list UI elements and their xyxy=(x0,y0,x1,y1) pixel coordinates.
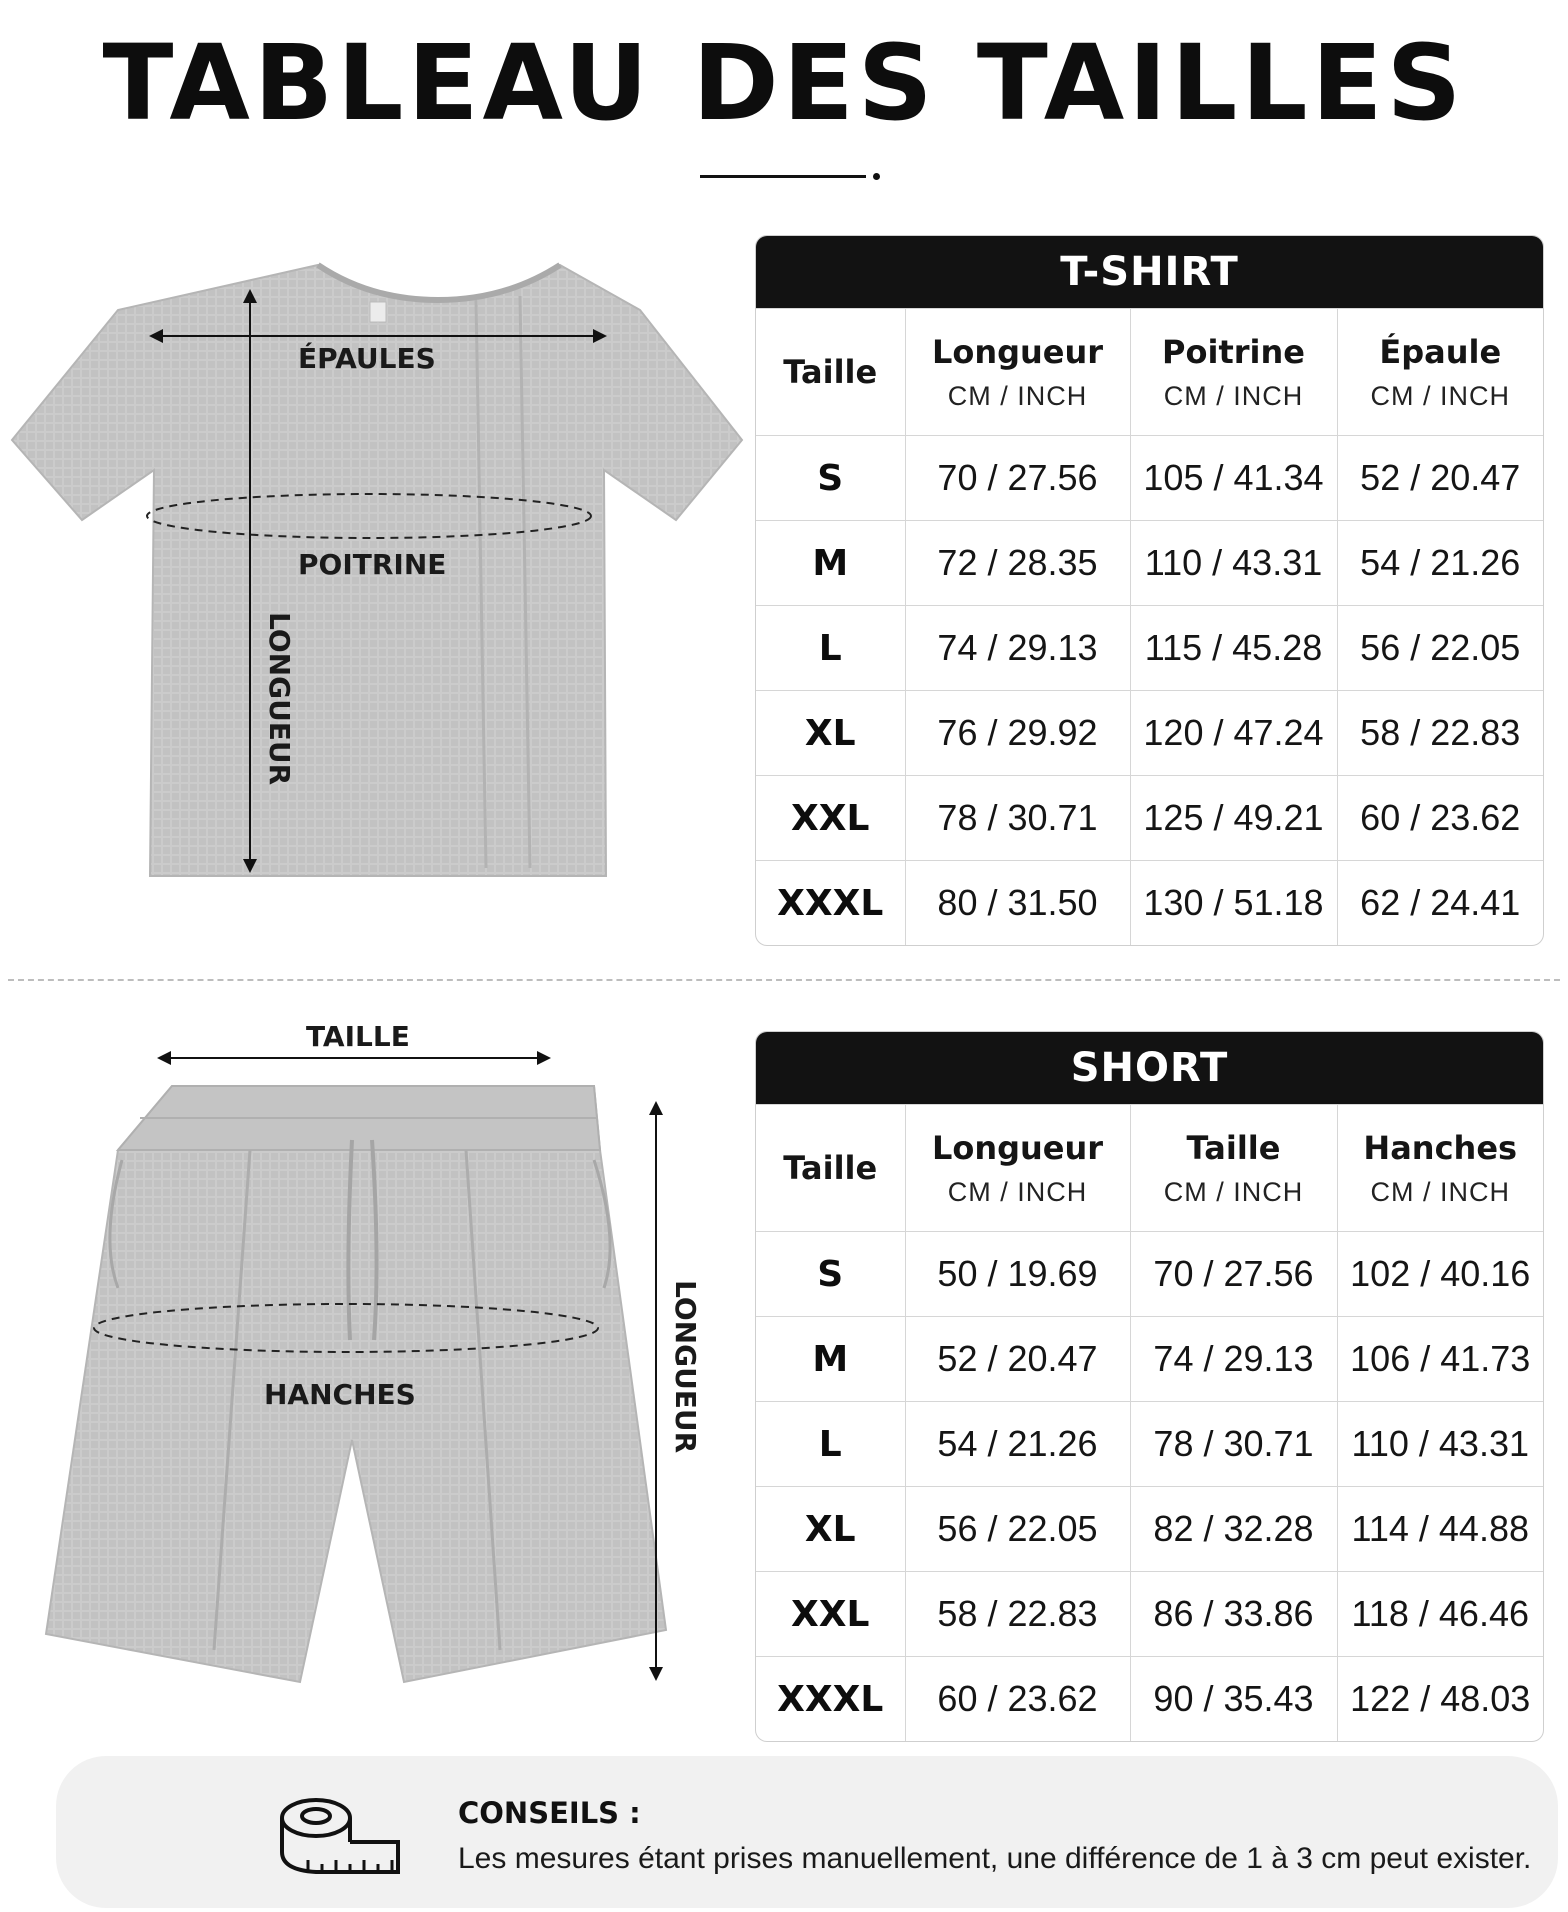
table-row xyxy=(756,606,1543,691)
table-row xyxy=(756,436,1543,521)
size-cell: L xyxy=(756,1402,905,1487)
table-cell: 74 / 29.13 xyxy=(905,606,1130,691)
table-cell: 54 / 21.26 xyxy=(905,1402,1130,1487)
size-cell: XXL xyxy=(756,1572,905,1657)
title-underline-dot xyxy=(873,173,880,180)
table-cell: 58 / 22.83 xyxy=(905,1572,1130,1657)
table-cell: 52 / 20.47 xyxy=(905,1317,1130,1402)
measuring-tape-icon xyxy=(278,1796,408,1884)
table-cell: 54 / 21.26 xyxy=(1337,521,1543,606)
table-cell: 50 / 19.69 xyxy=(905,1232,1130,1317)
column-header-waist: Taille CM / INCH xyxy=(1130,1105,1337,1232)
waist-label: TAILLE xyxy=(306,1020,410,1053)
column-header-size: Taille xyxy=(756,1105,905,1232)
table-row xyxy=(756,691,1543,776)
table-cell: 78 / 30.71 xyxy=(1130,1402,1337,1487)
table-cell: 80 / 31.50 xyxy=(905,861,1130,946)
shoulders-label: ÉPAULES xyxy=(298,342,436,375)
table-cell: 72 / 28.35 xyxy=(905,521,1130,606)
tshirt-length-label: LONGUEUR xyxy=(263,612,296,786)
table-cell: 120 / 47.24 xyxy=(1130,691,1337,776)
table-row xyxy=(756,1487,1543,1572)
table-cell: 105 / 41.34 xyxy=(1130,436,1337,521)
table-cell: 130 / 51.18 xyxy=(1130,861,1337,946)
size-cell: XXXL xyxy=(756,1657,905,1742)
shorts-size-table xyxy=(755,1031,1544,1742)
table-cell: 114 / 44.88 xyxy=(1337,1487,1543,1572)
chest-label: POITRINE xyxy=(298,548,447,581)
table-cell: 70 / 27.56 xyxy=(1130,1232,1337,1317)
page-title: TABLEAU DES TAILLES xyxy=(102,22,1466,144)
shorts-illustration xyxy=(0,1000,760,1700)
column-header-hips: Hanches CM / INCH xyxy=(1337,1105,1543,1232)
size-cell: S xyxy=(756,1232,905,1317)
size-cell: XXXL xyxy=(756,861,905,946)
size-cell: XXL xyxy=(756,776,905,861)
table-cell: 82 / 32.28 xyxy=(1130,1487,1337,1572)
table-cell: 90 / 35.43 xyxy=(1130,1657,1337,1742)
table-cell: 76 / 29.92 xyxy=(905,691,1130,776)
table-cell: 60 / 23.62 xyxy=(905,1657,1130,1742)
table-cell: 56 / 22.05 xyxy=(1337,606,1543,691)
table-header-row xyxy=(756,1105,1543,1232)
size-cell: M xyxy=(756,1317,905,1402)
column-header-length: Longueur CM / INCH xyxy=(905,309,1130,436)
table-cell: 74 / 29.13 xyxy=(1130,1317,1337,1402)
table-row xyxy=(756,1402,1543,1487)
table-cell: 122 / 48.03 xyxy=(1337,1657,1543,1742)
table-cell: 78 / 30.71 xyxy=(905,776,1130,861)
column-header-size: Taille xyxy=(756,309,905,436)
size-cell: M xyxy=(756,521,905,606)
table-cell: 106 / 41.73 xyxy=(1337,1317,1543,1402)
size-cell: XL xyxy=(756,1487,905,1572)
table-cell: 70 / 27.56 xyxy=(905,436,1130,521)
title-underline xyxy=(700,175,866,178)
tips-text: Les mesures étant prises manuellement, une différence de 1 à 3 cm peut exister. xyxy=(458,1842,1532,1875)
table-cell: 52 / 20.47 xyxy=(1337,436,1543,521)
table-row xyxy=(756,861,1543,946)
tips-box xyxy=(56,1756,1558,1908)
table-cell: 56 / 22.05 xyxy=(905,1487,1130,1572)
tshirt-table-title: T-SHIRT xyxy=(756,236,1543,308)
table-row xyxy=(756,521,1543,606)
hips-label: HANCHES xyxy=(264,1378,416,1411)
table-header-row xyxy=(756,309,1543,436)
table-row xyxy=(756,1572,1543,1657)
table-cell: 110 / 43.31 xyxy=(1337,1402,1543,1487)
table-cell: 115 / 45.28 xyxy=(1130,606,1337,691)
column-header-length: Longueur CM / INCH xyxy=(905,1105,1130,1232)
table-cell: 86 / 33.86 xyxy=(1130,1572,1337,1657)
table-row xyxy=(756,776,1543,861)
table-cell: 102 / 40.16 xyxy=(1337,1232,1543,1317)
table-cell: 60 / 23.62 xyxy=(1337,776,1543,861)
shorts-length-label: LONGUEUR xyxy=(669,1280,702,1454)
table-cell: 58 / 22.83 xyxy=(1337,691,1543,776)
section-divider xyxy=(8,979,1560,981)
table-row xyxy=(756,1232,1543,1317)
shorts-table-title: SHORT xyxy=(756,1032,1543,1104)
table-cell: 62 / 24.41 xyxy=(1337,861,1543,946)
size-cell: L xyxy=(756,606,905,691)
table-cell: 125 / 49.21 xyxy=(1130,776,1337,861)
table-row xyxy=(756,1317,1543,1402)
size-cell: XL xyxy=(756,691,905,776)
table-cell: 118 / 46.46 xyxy=(1337,1572,1543,1657)
tips-title: CONSEILS : xyxy=(458,1796,641,1830)
column-header-shoulder: Épaule CM / INCH xyxy=(1337,309,1543,436)
tshirt-size-table xyxy=(755,235,1544,946)
column-header-chest: Poitrine CM / INCH xyxy=(1130,309,1337,436)
table-row xyxy=(756,1657,1543,1742)
table-cell: 110 / 43.31 xyxy=(1130,521,1337,606)
size-cell: S xyxy=(756,436,905,521)
